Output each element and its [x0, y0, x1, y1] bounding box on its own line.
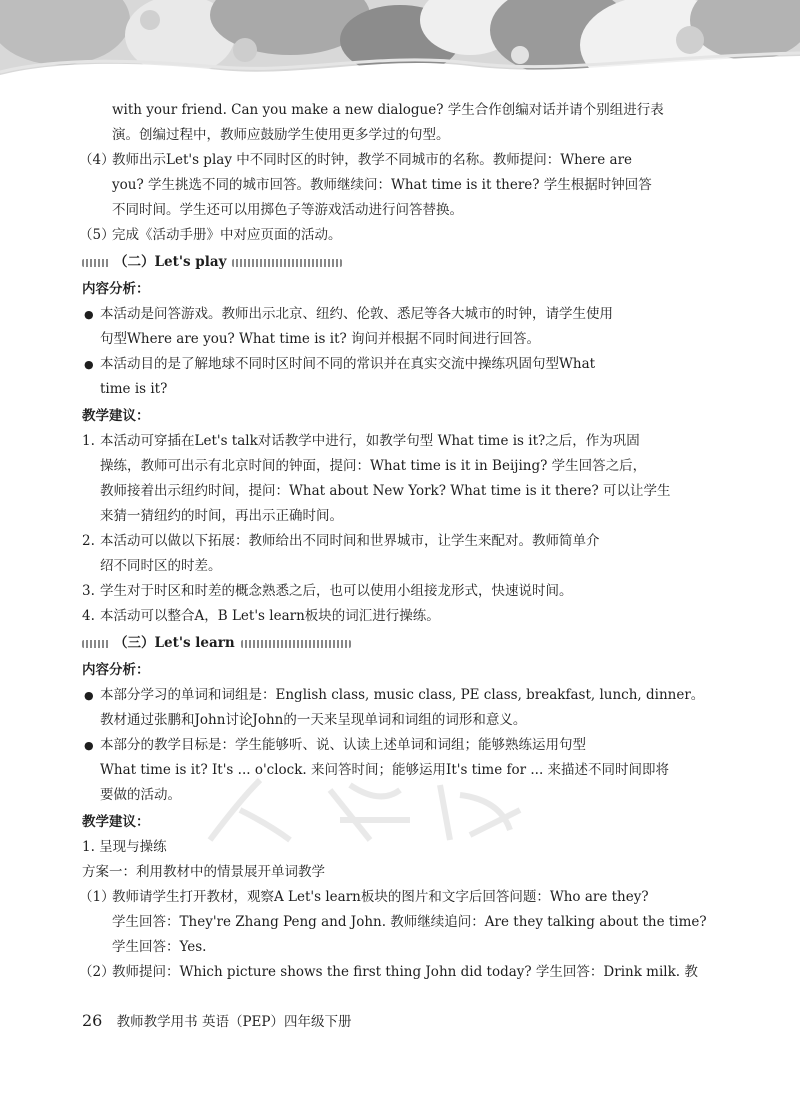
text-line: 本活动可以整合A，B Let's learn板块的词汇进行操练。 [100, 608, 440, 624]
item-number: （4） [79, 152, 115, 168]
text-line: 本部分学习的单词和词组是：English class, music class, PE class, breakfast, lunch, dinner。 [100, 687, 705, 703]
item-number: 1. [82, 433, 95, 449]
procedure-item-1 [79, 885, 722, 960]
bullet-item [82, 683, 722, 733]
content-analysis-heading: 内容分析： [82, 662, 150, 678]
page-content [79, 98, 722, 985]
numbered-item-5 [79, 223, 722, 248]
text-line: 教师出示Let's play 中不同时区的时钟，教学不同城市的名称。教师提问：Where are [112, 152, 633, 168]
item-number: 2. [82, 533, 95, 549]
subheading: 方案一：利用教材中的情景展开单词教学 [82, 864, 325, 880]
text-line: 教材通过张鹏和John讨论John的一天来呈现单词和词组的词形和意义。 [100, 712, 527, 728]
text-line: with your friend. Can you make a new dialogue? 学生合作创编对话并请个别组进行表 [112, 102, 664, 118]
text-line: 教师请学生打开教材，观察A Let's learn板块的图片和文字后回答问题：Who are they? [112, 889, 649, 905]
text-line: 绍不同时区的时差。 [100, 558, 222, 574]
section-title: （三）Let's learn [114, 635, 235, 651]
numbered-item-4 [79, 148, 722, 223]
text-line: 本活动是问答游戏。教师出示北京、纽约、伦敦、悉尼等各大城市的时钟，请学生使用 [100, 306, 613, 322]
teaching-advice-heading: 教学建议： [82, 814, 150, 830]
text-line: 不同时间。学生还可以用掷色子等游戏活动进行问答替换。 [112, 202, 463, 218]
section-title: （二）Let's play [114, 254, 227, 270]
item-number: （5） [79, 227, 115, 243]
advice-item-1 [82, 429, 722, 529]
wavy-divider [82, 259, 110, 267]
item-number: （1） [79, 889, 115, 905]
text-line: time is it? [100, 381, 168, 397]
subheading: 1. 呈现与操练 [82, 839, 167, 855]
text-line: 句型Where are you? What time is it? 询问并根据不同时间进行回答。 [100, 331, 541, 347]
text-line: 学生回答：Yes. [112, 939, 207, 955]
floral-pattern-image [0, 0, 800, 92]
book-title: 教师教学用书 英语（PEP）四年级下册 [116, 1014, 352, 1030]
wavy-divider [232, 259, 342, 267]
content-analysis-heading: 内容分析： [82, 281, 150, 297]
bullet-item [82, 352, 722, 402]
advice-item-2 [82, 529, 722, 579]
text-line: 要做的活动。 [100, 787, 181, 803]
text-line: What time is it? It's ... o'clock. 来问答时间；能够运用It's time for ... 来描述不同时间即将 [100, 762, 670, 778]
item-number: （2） [79, 964, 115, 980]
page-number: 26 [82, 1011, 103, 1030]
text-line: 学生回答：They're Zhang Peng and John. 教师继续追问：Are they talking about the time? [112, 914, 707, 930]
wavy-divider [82, 640, 110, 648]
text-line: 来猜一猜纽约的时间，再出示正确时间。 [100, 508, 343, 524]
page-footer [82, 1010, 351, 1030]
bullet-icon: ● [84, 358, 94, 371]
text-line: 本活动可穿插在Let's talk对话教学中进行，如教学句型 What time is it?之后，作为巩固 [100, 433, 640, 449]
text-line: 本活动可以做以下拓展：教师给出不同时间和世界城市，让学生来配对。教师简单介 [100, 533, 600, 549]
text-line: 本部分的教学目标是：学生能够听、说、认读上述单词和词组；能够熟练运用句型 [100, 737, 586, 753]
bullet-item [82, 302, 722, 352]
item-number: 3. [82, 583, 95, 599]
bullet-icon: ● [84, 739, 94, 752]
bullet-item [82, 733, 722, 808]
text-line: 操练，教师可出示有北京时间的钟面，提问：What time is it in Beijing? 学生回答之后， [100, 458, 647, 474]
wavy-divider [241, 640, 351, 648]
text-line: you? 学生挑选不同的城市回答。教师继续问：What time is it there? 学生根据时钟回答 [112, 177, 652, 193]
text-line: 完成《活动手册》中对应页面的活动。 [112, 227, 342, 243]
text-line: 教师接着出示纽约时间，提问：What about New York? What time is it there? 可以让学生 [100, 483, 671, 499]
item-number: 4. [82, 608, 95, 624]
text-line: 学生对于时区和时差的概念熟悉之后，也可以使用小组接龙形式，快速说时间。 [100, 583, 573, 599]
section-heading-lets-learn [82, 631, 722, 656]
bullet-icon: ● [84, 689, 94, 702]
text-line: 教师提问：Which picture shows the first thing John did today? 学生回答：Drink milk. 教 [112, 964, 698, 980]
decorative-banner [0, 0, 800, 92]
advice-item-3 [82, 579, 722, 604]
teaching-advice-heading: 教学建议： [82, 408, 150, 424]
bullet-icon: ● [84, 308, 94, 321]
text-line: 演。创编过程中，教师应鼓励学生使用更多学过的句型。 [112, 127, 450, 143]
text-line: 本活动目的是了解地球不同时区时间不同的常识并在真实交流中操练巩固句型What [100, 356, 596, 372]
advice-item-4 [82, 604, 722, 629]
section-heading-lets-play [82, 250, 722, 275]
procedure-item-2 [79, 960, 722, 985]
